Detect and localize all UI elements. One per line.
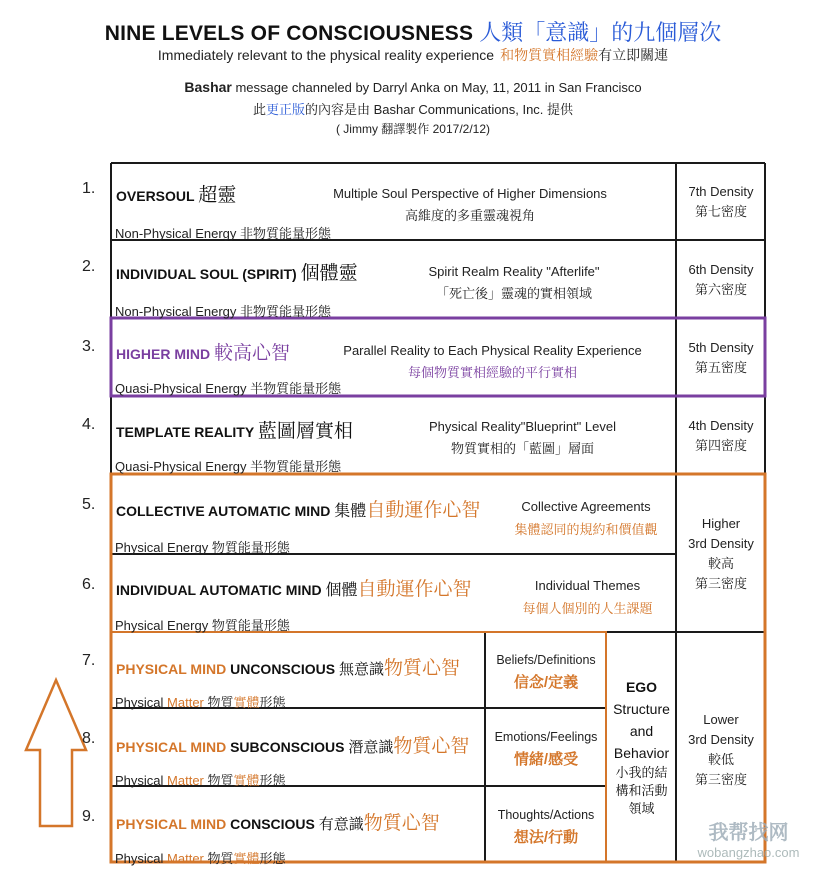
watermark: 我帮找网 wobangzhao.com [697, 822, 800, 860]
energy-form: Non-Physical Energy 非物質能量形態 [115, 226, 332, 241]
level-name: COLLECTIVE AUTOMATIC MIND 集體自動運作心智 [116, 500, 481, 521]
page-subtitle: Immediately relevant to the physical reality experience 和物質實相經驗有立即關連 [157, 47, 669, 63]
level-description: Spirit Realm Reality "Afterlife" 「死亡後」靈魂的實相領域 [428, 264, 600, 301]
up-arrow-icon [26, 680, 86, 826]
level-number: 4. [82, 416, 96, 433]
level-number: 9. [82, 808, 96, 825]
translator-line: ( Jimmy 翻譯製作 2017/2/12) [335, 122, 491, 136]
level-number: 8. [82, 730, 96, 747]
energy-form: Physical Energy 物質能量形態 [115, 618, 290, 633]
energy-form: Physical Energy 物質能量形態 [115, 540, 290, 555]
energy-form: Quasi-Physical Energy 半物質能量形態 [115, 381, 342, 396]
level-description: Collective Agreements 集體認同的規約和價值觀 [514, 499, 658, 537]
level-name: OVERSOUL 超靈 [116, 185, 237, 206]
level-description: Individual Themes 每個人個別的人生課題 [522, 578, 653, 616]
mind-function-cell: Thoughts/Actions 想法/行動 [497, 808, 595, 846]
level-number: 2. [82, 258, 96, 275]
source-line: 此更正版的內容是由 Bashar Communications, Inc. 提供 [252, 102, 574, 117]
page-title: NINE LEVELS OF CONSCIOUSNESS 人類「意識」的九個層次 [104, 20, 722, 45]
level-name: PHYSICAL MIND SUBCONSCIOUS 潛意識物質心智 [116, 736, 470, 757]
density-label: 7th Density 第七密度 [688, 184, 754, 219]
level-description: Multiple Soul Perspective of Higher Dimensions 高維度的多重靈魂視角 [333, 186, 607, 223]
density-label: 5th Density 第五密度 [688, 340, 754, 375]
density-label: 4th Density 第四密度 [688, 418, 754, 453]
density-label: Higher 3rd Density 較高 第三密度 [688, 516, 754, 591]
level-description: Parallel Reality to Each Physical Reality Experience 每個物質實相經驗的平行實相 [343, 343, 642, 380]
level-number: 1. [82, 180, 96, 197]
density-label: Lower 3rd Density 較低 第三密度 [688, 712, 754, 787]
level-name: TEMPLATE REALITY 藍圖層實相 [116, 421, 353, 442]
level-description: Physical Reality"Blueprint" Level 物質實相的「藍圖」層面 [429, 419, 616, 456]
mind-function-cell: Emotions/Feelings 情緒/感受 [494, 730, 598, 768]
density-label: 6th Density 第六密度 [688, 262, 754, 297]
level-name: HIGHER MIND 較高心智 [116, 343, 291, 364]
level-number: 6. [82, 576, 96, 593]
level-name: INDIVIDUAL AUTOMATIC MIND 個體自動運作心智 [116, 579, 472, 600]
energy-form: Physical Matter 物質實體形態 [115, 773, 286, 788]
ego-label: EGO Structure and Behavior 小我的結 構和活動 領域 [613, 679, 670, 816]
level-name: PHYSICAL MIND UNCONSCIOUS 無意識物質心智 [116, 658, 461, 679]
level-number: 7. [82, 652, 96, 669]
author-line: Bashar message channeled by Darryl Anka on May, 11, 2011 in San Francisco [184, 79, 642, 95]
level-number: 5. [82, 496, 96, 513]
energy-form: Quasi-Physical Energy 半物質能量形態 [115, 459, 342, 474]
mind-function-cell: Beliefs/Definitions 信念/定義 [496, 653, 596, 691]
energy-form: Physical Matter 物質實體形態 [115, 695, 286, 710]
level-number: 3. [82, 338, 96, 355]
level-name: INDIVIDUAL SOUL (SPIRIT) 個體靈 [116, 263, 358, 284]
energy-form: Physical Matter 物質實體形態 [115, 851, 286, 866]
energy-form: Non-Physical Energy 非物質能量形態 [115, 304, 332, 319]
level-name: PHYSICAL MIND CONSCIOUS 有意識物質心智 [116, 813, 440, 834]
